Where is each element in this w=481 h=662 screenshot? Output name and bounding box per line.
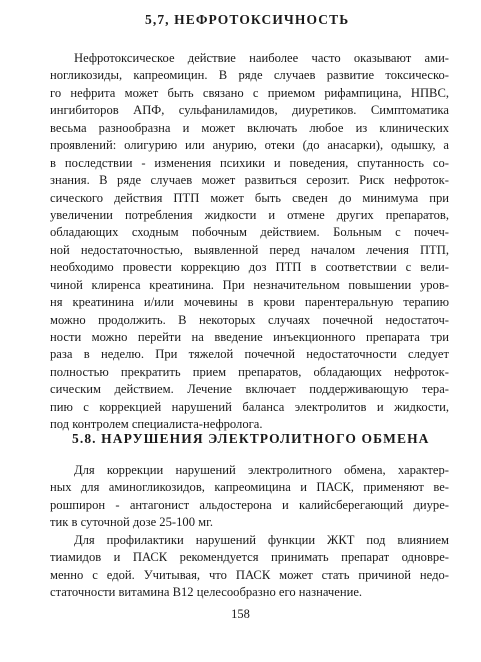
text-line: Нефротоксическое действие наиболее часто оказывают ами-: [74, 51, 449, 65]
text-line: весьма разнообразна и может включать любое из клинических: [50, 120, 449, 135]
text-line: увеличении потребления жидкости и отмене других препаратов,: [50, 207, 449, 222]
paragraph-gi-prophylaxis: [50, 532, 449, 602]
page-number: 158: [231, 607, 250, 621]
text-line: статочности витамина В12 целесообразно его назначение.: [50, 585, 363, 600]
text-line: Для профилактики нарушений функции ЖКТ под влиянием: [74, 532, 449, 547]
text-line: можно продолжить. В некоторых случаях почечной недостаточ-: [50, 312, 449, 327]
text-line: ных для аминогликозидов, капреомицина и ПАСК, применяют ве-: [50, 480, 449, 495]
text-line: в последствии - изменения психики и поведения, спутанность со-: [50, 155, 449, 170]
text-line: менно с едой. Учитывая, что ПАСК может стать причиной недо-: [50, 567, 449, 582]
text-line: полностью прекратить прием препаратов, обладающих нефроток-: [50, 364, 449, 379]
text-line: сическим действием. Лечение включает поддерживающую тера-: [50, 382, 449, 397]
text-line: раза в неделю. При тяжелой почечной недостаточности следует: [50, 347, 449, 362]
text-line: Для коррекции нарушений электролитного обмена, характер-: [74, 463, 449, 477]
text-line: ня креатинина и/или мочевины в крови парентеральную терапию: [50, 295, 449, 310]
text-line: под контролем специалиста-нефролога.: [50, 417, 263, 432]
text-line: пию с коррекцией нарушений баланса электролитов и жидкости,: [50, 399, 449, 414]
paragraph-electrolyte-correction: [50, 462, 449, 532]
text-line: чиной клиренса креатинина. При незначительном повышении уров-: [50, 277, 449, 292]
text-line: тиамидов и ПАСК рекомендуется принимать препарат одновре-: [50, 550, 449, 565]
text-line: ингибиторов АПФ, сульфаниламидов, диуретиков. Симптоматика: [50, 103, 449, 118]
text-line: ногликозиды, капреомицин. В ряде случаев развитие токсическо-: [50, 68, 449, 83]
text-line: сического действия ПТП может быть сведен до минимума при: [50, 190, 449, 205]
text-line: необходимо провести коррекцию доз ПТП в соответствии с вели-: [50, 260, 449, 275]
text-line: знания. В ряде случаев может развиться серозит. Риск нефроток-: [50, 173, 449, 188]
section-heading-nephrotoxicity: 5,7, НЕФРОТОКСИЧНОСТЬ: [145, 12, 350, 27]
text-line: рошпирон - антагонист альдостерона и калийсберегающий диуре-: [50, 497, 449, 512]
text-line: го нефрита может быть связано с приемом рифампицина, НПВС,: [50, 85, 449, 100]
text-line: ной недостаточностью, выявленной перед началом лечения ПТП,: [50, 242, 449, 257]
text-line: проявлений: олигурию или анурию, отеки (до анасарки), одышку, а: [50, 138, 449, 153]
paragraph-nephrotoxicity: [50, 50, 449, 434]
section-heading-electrolyte-disorders: 5.8. НАРУШЕНИЯ ЭЛЕКТРОЛИТНОГО ОБМЕНА: [72, 431, 430, 446]
text-line: обладающих сходным побочным действием. Больным с почеч-: [50, 225, 449, 240]
text-line: ности можно перейти на введение инъекционного препарата три: [50, 330, 449, 344]
text-line: тик в суточной дозе 25-100 мг.: [50, 515, 213, 530]
paragraphs-electrolyte: [50, 462, 449, 602]
